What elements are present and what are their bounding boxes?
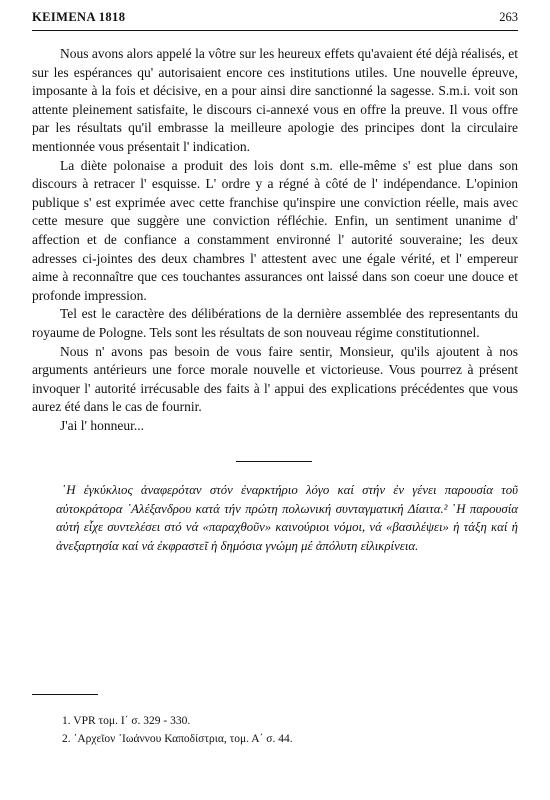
greek-paragraph: ῾Η ἐγκύκλιος ἀναφερόταν στόν ἐναρκτήριο λόγο καί στήν ἐν γένει παρουσία τοῦ αὐτοκράτορα ᾿Αλέξανδρου κατά τήν πρώτη πολωνική συνταγματική Δίαιτα.² ῾Η παρουσία αὐτή εἶχε συντελέσει στό νά «παραχθοῦν» καινούριοι νόμοι, νά «βασιλέψει» ἡ τάξη καί ἡ ἀνεξαρτησία καί νά ἐκφραστεῖ ἡ δημόσια γνώμη μέ ἀπόλυτη εἰλικρίνεια. <box>56 483 518 553</box>
footnote-1: 1. VPR τομ. Ι΄ σ. 329 - 330. <box>62 715 191 727</box>
section-separator <box>236 461 312 462</box>
paragraph-closing: J'ai l' honneur... <box>60 417 144 433</box>
main-text <box>32 45 518 435</box>
paragraph: La diète polonaise a produit des lois dont s.m. elle-même s' est plue dans son discours à retracer l' esquisse. L' ordre y a régné à côté de l' indépendance. L'opinion publique s' est exprimée avec cette franchise qu'inspire une conviction réelle, mais avec cette mesure que suggère une conviction réfléchie. Enfin, un sentiment unanime d' affection et de confiance a constamment environné l' autorité souveraine; les deux adresses ci-jointes des deux chambres l' attestent avec une égale vérité, et l' empereur aime à reconnaître que ces touchantes assurances ont laissé dans son coeur une douce et profonde impression. <box>32 157 518 303</box>
running-title: KEIMENA 1818 <box>32 10 126 24</box>
page-number: 263 <box>499 10 518 24</box>
footnotes <box>62 712 518 748</box>
greek-commentary <box>56 481 518 555</box>
header-rule <box>32 30 518 31</box>
paragraph: Tel est le caractère des délibérations de la dernière assemblée des representants du royaume de Pologne. Tels sont les résultats de son nouveau régime constitutionnel. <box>32 306 518 340</box>
paragraph: Nous n' avons pas besoin de vous faire sentir, Monsieur, qu'ils ajoutent à nos arguments antérieurs une force morale nouvelle et victorieuse. Vous pourrez à présent invoquer l' autorité irrécusable des faits à l' appui des explications précédentes que vous aurez été dans le cas de fournir. <box>32 343 518 415</box>
paragraph: Nous avons alors appelé la vôtre sur les heureux effets qu'avaient été déjà réalisés, et sur les espérances qu' autorisaient encore ces institutions utiles. Une nouvelle épreuve, imposante à la fois et décisive, en a pour ainsi dire sanctionné la sagesse. S.m.i. voit son attente pleinement satisfaite, le discours ci-annexé vous en offre la preuve. Il vous offre par les résultats qu'il embrasse la meilleure apologie des principes dont la circulaire mentionnée vous présentait l' indication. <box>32 46 518 154</box>
running-header <box>32 8 518 30</box>
footnote-2: 2. ᾿Αρχεῖον ᾿Ιωάννου Καποδίστρια, τομ. Α΄ σ. 44. <box>62 733 293 745</box>
footnote-rule <box>32 694 98 695</box>
